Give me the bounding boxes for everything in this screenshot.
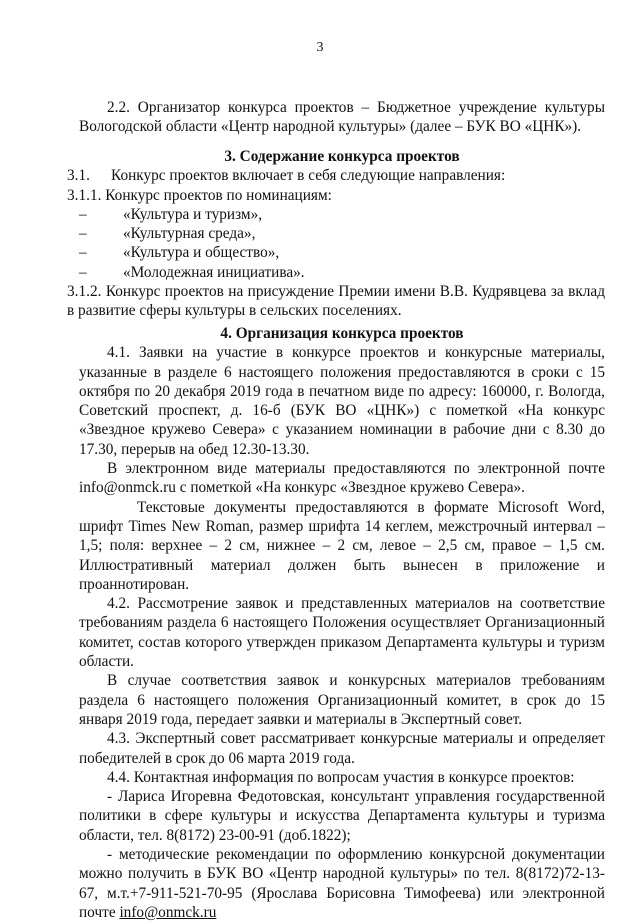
paragraph-document-format: Текстовые документы предоставляются в формате Microsoft Word, шрифт Times New Roman, размер шрифта 14 кеглем, межстрочный интервал – 1,5; поля: верхнее – 2 см, нижнее – 2 см, левое – 2,5 см, правое – 1,5 см. Иллюстративный материал должен быть вынесен в приложение и проаннотирован. [79, 498, 605, 593]
paragraph-4-3: 4.3. Экспертный совет рассматривает конкурсные материалы и определяет победителей в срок до 06 марта 2019 года. [79, 730, 605, 767]
dash-bullet: – [79, 244, 87, 262]
list-item: – «Культура и общество», [79, 244, 280, 262]
paragraph-4-2: 4.2. Рассмотрение заявок и представленных материалов на соответствие требованиям раздела 6 настоящего Положения осуществляет Организационный комитет, состав которого утвержден приказом Департамента культуры и туризм области. [79, 595, 605, 671]
dash-bullet: – [79, 205, 87, 223]
paragraph-3-1-2: 3.1.2. Конкурс проектов на присуждение Премии имени В.В. Кудрявцева за вклад в развитие сферы культуры в сельских поселениях. [67, 283, 605, 320]
section-3-heading: 3. Содержание конкурса проектов [224, 148, 460, 165]
paragraph-compliance: В случае соответствия заявок и конкурсных материалов требованиям раздела 6 настоящего положения Организационный комитет, в срок до 15 января 2019 года, передает заявки и материалы в Экспертный совет. [79, 672, 605, 728]
paragraph-3-1 [67, 166, 605, 185]
dash-bullet: – [79, 263, 87, 281]
paragraph-contact-person: - Лариса Игоревна Федотовская, консультант управления государственной политики в сфере культуры и искусства Департамента культуры и туризма области, тел. 8(8172) 23-00-91 (доб.1822); [79, 788, 605, 844]
paragraph-3-1-text: Конкурс проектов включает в себя следующие направления: [111, 167, 506, 185]
list-item: – «Культурная среда», [79, 225, 256, 243]
section-4 [79, 324, 605, 922]
list-item: – «Культура и туризм», [79, 205, 263, 223]
paragraph-email-submission: В электронном виде материалы предоставляются по электронной почте info@onmck.ru с пометкой «На конкурс «Звездное кружево Севера». [79, 460, 605, 497]
paragraph-4-4: 4.4. Контактная информация по вопросам участия в конкурсе проектов: [107, 768, 575, 786]
page-number: 3 [316, 40, 324, 55]
paragraph-4-1: 4.1. Заявки на участие в конкурсе проектов и конкурсные материалы, указанные в разделе 6 настоящего положения предоставляются в сроки с 15 октября по 20 декабря 2019 года в печатном виде по адресу: 160000, г. Вологда, Советский проспект, д. 16-б (БУК ВО «ЦНК») с пометкой «На конкурс «Звездное кружево Севера» с указанием номинации в рабочие дни с 8.30 до 17.30, перерыв на обед 12.30-13.30. [79, 344, 605, 458]
paragraph-methodical-recommendations: - методические рекомендации по оформлению конкурсной документации можно получить в БУК ВО «Центр народной культуры» по тел. 8(8172)72-13-67, м.т.+7-911-521-70-95 (Ярослава Борисовна Тимофеева) или электронной почте info@onmck.ru [79, 846, 605, 921]
section-3 [67, 147, 605, 321]
paragraph-3-1-1: 3.1.1. Конкурс проектов по номинациям: [67, 186, 332, 204]
dash-bullet: – [79, 225, 87, 243]
section-4-heading: 4. Организация конкурса проектов [220, 325, 464, 342]
list-item: – «Молодежная инициатива». [79, 263, 305, 281]
email-link[interactable]: info@onmck.ru [119, 903, 217, 921]
paragraph-2-2: 2.2. Организатор конкурса проектов – Бюджетное учреждение культуры Вологодской области «Центр народной культуры» (далее – БУК ВО «ЦНК»). [79, 99, 605, 136]
paragraph-3-1-number: 3.1. [67, 167, 90, 185]
